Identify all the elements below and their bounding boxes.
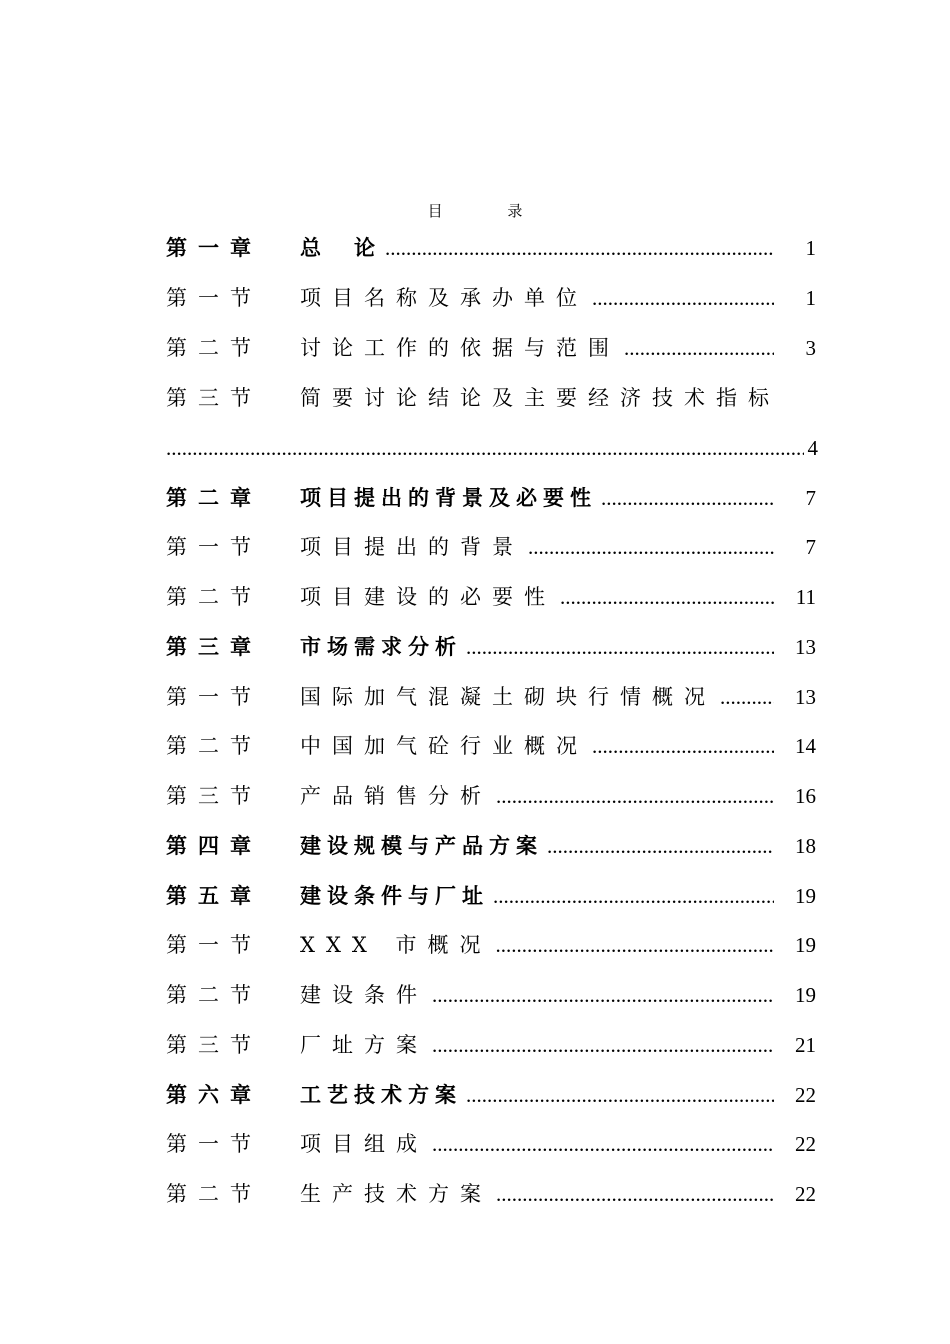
toc-title: 目 录 — [427, 202, 553, 220]
toc-entry-section[interactable] — [166, 382, 816, 414]
toc-entry-page: 22 — [795, 1083, 816, 1107]
toc-entry-title: XXX 市概况 — [300, 933, 492, 957]
toc-entry-page: 16 — [795, 784, 816, 808]
dot-leader — [432, 1128, 774, 1160]
toc-entry-page: 19 — [795, 983, 816, 1007]
toc-entry-label: 第一节 — [166, 685, 262, 709]
toc-entry-label: 第二节 — [166, 336, 262, 360]
toc-entry-title: 中国加气砼行业概况 — [300, 734, 588, 758]
toc-entry-label: 第三章 — [166, 635, 262, 659]
toc-entry-label: 第六章 — [166, 1083, 262, 1107]
dot-leader — [385, 232, 774, 264]
toc-entry-title: 项目提出的背景及必要性 — [300, 486, 597, 510]
toc-entry-label: 第三节 — [166, 1033, 262, 1057]
dot-leader — [466, 631, 774, 663]
toc-entry-page: 7 — [805, 486, 816, 510]
dot-leader — [166, 432, 804, 464]
toc-entry-section[interactable] — [166, 1029, 816, 1061]
toc-entry-chapter-2[interactable] — [166, 482, 816, 514]
dot-leader — [496, 1178, 774, 1210]
toc-entry-section[interactable] — [166, 581, 816, 613]
toc-entry-page: 13 — [795, 685, 816, 709]
toc-entry-title: 建设规模与产品方案 — [300, 834, 543, 858]
toc-entry-section[interactable] — [166, 531, 816, 563]
toc-entry-section[interactable] — [166, 681, 816, 713]
toc-entry-section[interactable] — [166, 979, 816, 1011]
toc-entry-page: 18 — [795, 834, 816, 858]
toc-entry-title: 简要讨论结论及主要经济技术指标 — [300, 386, 780, 410]
toc-entry-label: 第三节 — [166, 386, 262, 410]
toc-entry-title: 厂址方案 — [300, 1033, 428, 1057]
toc-entry-label: 第二节 — [166, 1182, 262, 1206]
toc-entry-page: 1 — [805, 286, 816, 310]
toc-entry-page: 4 — [807, 436, 818, 460]
toc-entry-section[interactable] — [166, 332, 816, 364]
toc-entry-title: 项目名称及承办单位 — [300, 286, 588, 310]
toc-entry-title: 项目组成 — [300, 1132, 428, 1156]
toc-entry-title: 总 论 — [300, 236, 381, 260]
toc-entry-section[interactable] — [166, 1178, 816, 1210]
toc-entry-page: 1 — [805, 236, 816, 260]
toc-entry-page: 13 — [795, 635, 816, 659]
toc-entry-section[interactable] — [166, 1128, 816, 1160]
toc-entry-label: 第五章 — [166, 884, 262, 908]
toc-entry-label: 第二节 — [166, 983, 262, 1007]
toc-entry-label: 第四章 — [166, 834, 262, 858]
toc-entry-page: 14 — [795, 734, 816, 758]
dot-leader — [432, 1029, 774, 1061]
toc-entry-chapter-4[interactable] — [166, 830, 816, 862]
toc-entry-title: 产品销售分析 — [300, 784, 492, 808]
toc-entry-title: 项目提出的背景 — [300, 535, 524, 559]
toc-entry-label: 第二节 — [166, 585, 262, 609]
toc-entry-label: 第一节 — [166, 1132, 262, 1156]
dot-leader — [528, 531, 774, 563]
toc-entry-chapter-1[interactable] — [166, 232, 816, 264]
dot-leader — [466, 1079, 774, 1111]
dot-leader — [496, 780, 774, 812]
toc-entry-chapter-5[interactable] — [166, 880, 816, 912]
toc-entry-label: 第三节 — [166, 784, 262, 808]
toc-entry-page: 19 — [795, 884, 816, 908]
toc-entry-title: 建设条件 — [300, 983, 428, 1007]
toc-entry-section[interactable] — [166, 282, 816, 314]
toc-entry-continuation[interactable] — [166, 432, 818, 464]
toc-entry-section[interactable] — [166, 929, 816, 961]
toc-entry-label: 第一节 — [166, 286, 262, 310]
toc-entry-title: 讨论工作的依据与范围 — [300, 336, 620, 360]
toc-entry-label: 第一节 — [166, 933, 262, 957]
dot-leader — [720, 681, 774, 713]
toc-entry-chapter-3[interactable] — [166, 631, 816, 663]
toc-entry-page: 19 — [795, 933, 816, 957]
toc-entry-title: 国际加气混凝土砌块行情概况 — [300, 685, 716, 709]
toc-entry-title: 工艺技术方案 — [300, 1083, 462, 1107]
dot-leader — [493, 880, 774, 912]
toc-entry-title: 项目建设的必要性 — [300, 585, 556, 609]
dot-leader — [547, 830, 774, 862]
dot-leader — [592, 282, 774, 314]
dot-leader — [601, 482, 774, 514]
toc-entry-page: 3 — [805, 336, 816, 360]
toc-entry-title: 建设条件与厂址 — [300, 884, 489, 908]
toc-entry-section[interactable] — [166, 780, 816, 812]
toc-entry-section[interactable] — [166, 730, 816, 762]
dot-leader — [624, 332, 774, 364]
toc-entry-title: 生产技术方案 — [300, 1182, 492, 1206]
dot-leader — [560, 581, 774, 613]
toc-entry-page: 7 — [805, 535, 816, 559]
toc-entry-page: 22 — [795, 1132, 816, 1156]
dot-leader — [592, 730, 774, 762]
toc-entry-page: 21 — [795, 1033, 816, 1057]
dot-leader — [496, 929, 774, 961]
toc-entry-page: 11 — [795, 585, 816, 609]
toc-entry-label: 第一节 — [166, 535, 262, 559]
dot-leader — [432, 979, 774, 1011]
toc-entry-title: 市场需求分析 — [300, 635, 462, 659]
toc-entry-label: 第一章 — [166, 236, 262, 260]
toc-entry-page: 22 — [795, 1182, 816, 1206]
toc-entry-label: 第二节 — [166, 734, 262, 758]
toc-entry-chapter-6[interactable] — [166, 1079, 816, 1111]
toc-entry-label: 第二章 — [166, 486, 262, 510]
